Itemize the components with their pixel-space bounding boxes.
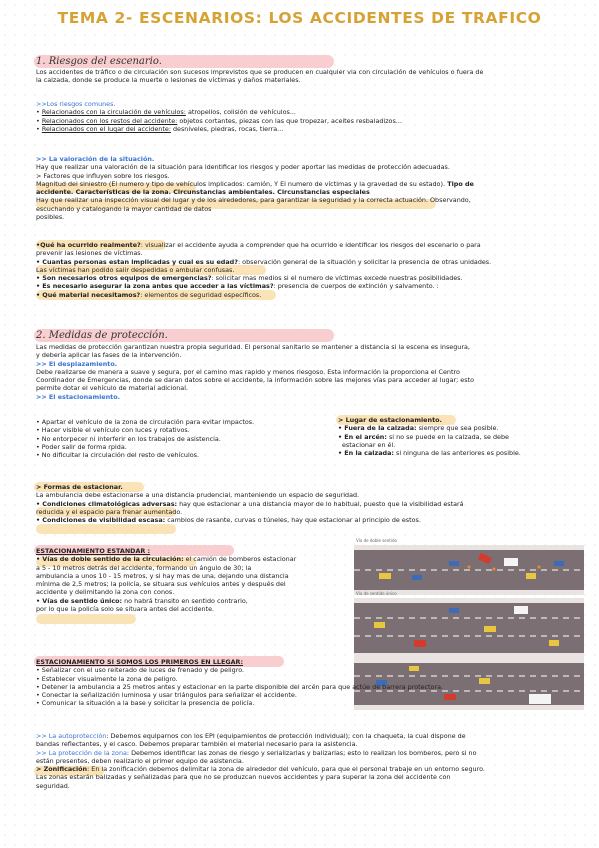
- vehicle: [554, 561, 564, 566]
- list-item: • No entorpecer ni interferir en los trabajos de asistencia.: [36, 434, 221, 443]
- text-highlight: [36, 614, 136, 624]
- text-line: permite dotar el vehículo de material adicional.: [36, 384, 189, 393]
- section-2-intro: [36, 343, 584, 401]
- diagram-caption: Vía de sentido único: [356, 591, 397, 596]
- list-item-key: •Qué ha ocurrido realmente?: [36, 241, 141, 249]
- list-item: [36, 282, 584, 290]
- list-item: [36, 555, 346, 563]
- text-line: Debe realizarse de manera a suave y segura, por el camino mas rapido y menos riesgoso. Esta información la proporciona el Centro: [36, 367, 460, 376]
- list-item-key: • En la calzada:: [338, 449, 394, 458]
- lugar-block: [338, 416, 588, 457]
- list-item-key: Relacionados con el lugar del accidente:: [41, 124, 171, 133]
- diagram-caption: Vía de doble sentido: [356, 538, 397, 543]
- list-item-value: Las víctimas han podido salir despedidas o ambular confusas.: [36, 265, 235, 274]
- estandar-title: ESTACIONAMIENTO ESTANDAR :: [36, 547, 151, 555]
- road-surface: [354, 598, 584, 658]
- text-highlight: [36, 524, 176, 534]
- road-diagram-two-way: [354, 545, 584, 595]
- list-item-value: reducida y el espacio para frenar aumentado.: [36, 507, 183, 516]
- list-item: [36, 266, 584, 274]
- list-item-value: a 5 - 10 metros detrás del accidente, formando un ángulo de 30; la: [36, 563, 252, 572]
- list-item: [36, 765, 584, 773]
- estacionamiento-list: [36, 418, 316, 459]
- valoracion-block: [36, 155, 584, 221]
- list-item: [36, 605, 346, 613]
- list-item-value: si ninguna de las anteriores es posible.: [393, 449, 521, 458]
- traffic-cone: [538, 566, 541, 569]
- road-shoulder: [354, 598, 584, 603]
- list-item-value: están presentes, deben realizarlo el primer equipo de asistencia.: [36, 756, 244, 765]
- list-item: [36, 249, 584, 257]
- list-item-value: : Debemos equiparnos con los EPI (equipamientos de protección individual); con la chaqueta, la cual dispone de: [106, 732, 466, 740]
- list-item-key: • Cuantas personas estan implicadas y cual es su edad?: [36, 257, 238, 266]
- list-item: [36, 773, 584, 781]
- vehicle: [449, 608, 459, 613]
- factores-text: Magnitud del siniestro (El numero y tipo de vehículos implicados: camión, Y El numero de víctimas y la gravedad de su estado).: [36, 179, 445, 188]
- list-item-value: : observación general de la situación y solicitar la presencia de otras unidades.: [237, 257, 492, 266]
- section-1-heading: 1. Riesgos del escenario.: [36, 56, 162, 67]
- list-item-value: si no se puede en la calzada, se debe: [386, 432, 509, 441]
- list-item-key: • Vías de sentido único:: [36, 596, 123, 605]
- list-item-key: >> La protección de la zona: [36, 748, 127, 757]
- road-diagram-one-way: [354, 598, 584, 658]
- list-item-value: objetos cortantes, piezas con las que tropezar, aceites resbaladizos...: [177, 116, 402, 125]
- list-item-value: hay que estacionar a una distancia mayor de lo habitual, puesto que la visibilidad estará: [177, 499, 464, 508]
- desplazamiento-title: >> El desplazamiento.: [36, 359, 118, 368]
- fire-truck: [414, 640, 426, 647]
- list-item: • Hacer visible el vehículo con luces y rotativos.: [36, 426, 190, 435]
- intro-line: y debería aplicar las fases de la intervención.: [36, 351, 182, 360]
- list-item: [36, 782, 584, 790]
- list-item-key: • Condiciones climatológicas adversas:: [36, 499, 178, 508]
- list-item-key: • Fuera de la calzada:: [338, 424, 417, 433]
- riesgos-title: >>Los riesgos comunes.: [36, 100, 116, 108]
- list-item: • Conectar la señalización luminosa y usar triángulos para señalizar el accidente.: [36, 691, 297, 700]
- vehicle: [449, 561, 459, 566]
- list-item: [36, 564, 346, 572]
- vehicle: [379, 573, 391, 579]
- list-item: • Detener la ambulancia a 25 metros antes y estacionar en la parte disponible del arcén para que actúe de barrera protectora.: [36, 682, 444, 691]
- list-item: [36, 580, 346, 588]
- text-line: accidente. Características de la zona. Circunstancias ambientales. Circunstancias especiales: [36, 188, 370, 197]
- autoproteccion-block: [36, 732, 584, 790]
- list-item: • Señalizar con el uso reiterado de luces de frenado y de peligro.: [36, 666, 245, 675]
- vehicle: [484, 626, 496, 632]
- list-item-value: : elementos de seguridad específicos.: [140, 290, 262, 299]
- list-item: • Establecer visualmente la zona de peligro.: [36, 674, 178, 683]
- list-item-value: seguridad.: [36, 781, 70, 790]
- list-item: [36, 740, 584, 748]
- list-item-value: por lo que la policía solo se situara antes del accidente.: [36, 605, 215, 614]
- estandar-block: [36, 547, 346, 613]
- list-item-key: > Zonificación: [36, 765, 88, 774]
- list-item-value: estacionar en él.: [342, 440, 396, 449]
- list-item: • Relacionados con la circulación de vehículos: atropellos, colisión de vehículos...: [36, 108, 296, 117]
- vehicle: [526, 573, 536, 579]
- list-item: [36, 572, 346, 580]
- list-item-key: • En el arcén:: [338, 432, 387, 441]
- intro-line: la calzada, donde se produce la muerte o lesiones de víctimas y daños materiales.: [36, 76, 301, 85]
- road-shoulder: [354, 545, 584, 550]
- riesgos-block: [36, 100, 584, 133]
- text-line: Hay que realizar una valoración de la situación para identificar los riesgos y poder aportar las medidas de protección adecuadas.: [36, 163, 450, 172]
- list-item-value: cambios de rasante, curvas o túneles, hay que estacionar al principio de estos.: [165, 516, 421, 525]
- list-item: [338, 449, 588, 457]
- list-item: [36, 258, 584, 266]
- vehicle: [374, 622, 385, 628]
- list-item-value: no habrá transito en sentido contrario,: [122, 596, 248, 605]
- list-item: [36, 508, 584, 516]
- list-item-value: : presencia de cuerpos de extinción y salvamento. :: [273, 282, 439, 291]
- list-item: [36, 757, 584, 765]
- list-item-value: prevenir las lesiones de víctimas.: [36, 249, 143, 258]
- lugar-title: > Lugar de estacionamiento.: [338, 416, 442, 424]
- list-item: [36, 274, 584, 282]
- list-item-key: Relacionados con la circulación de vehículos:: [41, 108, 186, 117]
- text-line: escuchando y catalogando la mayor cantidad de datos: [36, 204, 212, 213]
- list-item: [36, 516, 584, 524]
- factores-text: Tipo de: [445, 179, 474, 188]
- primeros-block: [36, 658, 584, 708]
- ambulance: [504, 558, 518, 566]
- list-item-value: el camión de bomberos estacionar: [183, 555, 297, 564]
- intro-line: Las medidas de protección garantizan nuestra propia seguridad. El personal sanitario se mantener a distancia si la escena es insegura,: [36, 343, 470, 351]
- traffic-cone: [493, 568, 496, 571]
- list-item-value: accidente y delimitando la zona con conos.: [36, 588, 175, 597]
- list-item: [36, 588, 346, 596]
- estacionamiento-title: >> El estacionamiento.: [36, 392, 121, 401]
- list-item-key: >> La autoprotección: [36, 732, 107, 740]
- list-item: • Comunicar la situación a la base y solicitar la presencia de policía.: [36, 699, 255, 708]
- list-item-value: : visualizar el accidente ayuda a comprender que ha ocurrido e identificar los riesgos del escenario o para: [140, 241, 481, 249]
- list-item: [36, 749, 584, 757]
- list-item: • Relacionados con los restos del accidente: objetos cortantes, piezas con las que tropezar, aceites resbaladizos...: [36, 116, 402, 125]
- section-2-heading: 2. Medidas de protección.: [36, 330, 168, 341]
- list-item-value: bandas reflectantes, y el casco. Debemos preparar también el material necesario para la asistencia.: [36, 740, 358, 749]
- list-item-value: siempre que sea posible.: [416, 424, 499, 433]
- formas-title: > Formas de estacionar.: [36, 483, 123, 491]
- list-item-value: atropellos, colisión de vehículos...: [185, 108, 296, 117]
- list-item: • Apartar el vehículo de la zona de circulación para evitar impactos.: [36, 418, 255, 426]
- list-item: • Relacionados con el lugar del accidente: desniveles, piedras, rocas, tierra...: [36, 124, 284, 133]
- list-item-value: : Debemos identificar las zonas de riesgo y serializarlas y balizarlas; esto lo realizan los bomberos, pero si no: [126, 748, 477, 757]
- vehicle: [412, 575, 422, 580]
- text-line: Coordinador de Emergencias, donde se daran datos sobre el accidente, la información sobre las mejores vías para acceder al lugar; esto: [36, 376, 474, 385]
- vehicle: [549, 640, 559, 646]
- list-item-key: • Son necesarios otros equipos de emergencias?: [36, 274, 212, 283]
- page-title: TEMA 2- ESCENARIOS: LOS ACCIDENTES DE TRAFICO: [57, 9, 542, 27]
- section-1-intro: [36, 68, 584, 85]
- list-item-value: : solicitar mas medios si el numero de víctimas excede nuestras posibilidades.: [211, 274, 463, 283]
- text-line: Hay que realizar una inspección visual del lugar y de los alrededores, para garantizar la seguridad y la correcta actuación. Observando,: [36, 196, 471, 205]
- preguntas-block: [36, 241, 584, 299]
- list-item: [36, 491, 584, 499]
- text-line: posibles.: [36, 213, 65, 222]
- primeros-title: ESTACIONAMIENTO SI SOMOS LOS PRIMEROS EN LLEGAR:: [36, 658, 244, 666]
- list-item: [338, 433, 588, 441]
- list-item: [36, 732, 584, 740]
- list-item-value: : En la zonificación debemos delimitar la zona de alrededor del vehículo, para que el personal trabaje en un entorno seguro.: [87, 765, 485, 774]
- intro-line: Los accidentes de tráfico o de circulación son sucesos imprevistos que se producen en cualquier via con circulación de vehículos o fuera de: [36, 68, 484, 76]
- list-item: • Poder salir de forma rpida.: [36, 442, 127, 451]
- list-item: [36, 241, 584, 249]
- list-item-value: La ambulancia debe estacionarse a una distancia prudencial, manteniendo un espacio de seguridad.: [36, 491, 360, 500]
- list-item-key: Relacionados con los restos del accidente:: [41, 116, 178, 125]
- text-line: > Factores que influyen sobre los riesgos.: [36, 171, 170, 180]
- list-item: [338, 441, 588, 449]
- list-item-key: • Qué material necesitamos?: [36, 290, 141, 299]
- list-item: [338, 424, 588, 432]
- list-item-value: mínima de 2,5 metros; la policía, se situara sus vehículos antes y después del: [36, 580, 286, 589]
- ambulance: [514, 606, 528, 614]
- list-item-key: • Vías de doble sentido de la circulación:: [36, 555, 184, 564]
- list-item-value: Las zonas estarán balizadas y señalizadas para que no se produzcan nuevos accidentes y para superar la zona del accidente con: [36, 773, 451, 782]
- list-item-key: • Es necesario asegurar la zona antes que acceder a las víctimas?: [36, 282, 274, 291]
- list-item-value: ambulancia a unos 10 - 15 metros, y si hay mas de una, dejando una distancia: [36, 571, 289, 580]
- traffic-cone: [468, 566, 471, 569]
- list-item: • No dificultar la circulación del resto de vehículos.: [36, 451, 199, 460]
- list-item: [36, 597, 346, 605]
- formas-block: [36, 483, 584, 524]
- list-item-value: desniveles, piedras, rocas, tierra...: [170, 124, 284, 133]
- text-line: [36, 180, 584, 188]
- list-item-key: • Condiciones de visibilidad escasa:: [36, 516, 166, 525]
- list-item: [36, 291, 584, 299]
- valoracion-title: >> La valoración de la situación.: [36, 155, 155, 163]
- list-item: [36, 500, 584, 508]
